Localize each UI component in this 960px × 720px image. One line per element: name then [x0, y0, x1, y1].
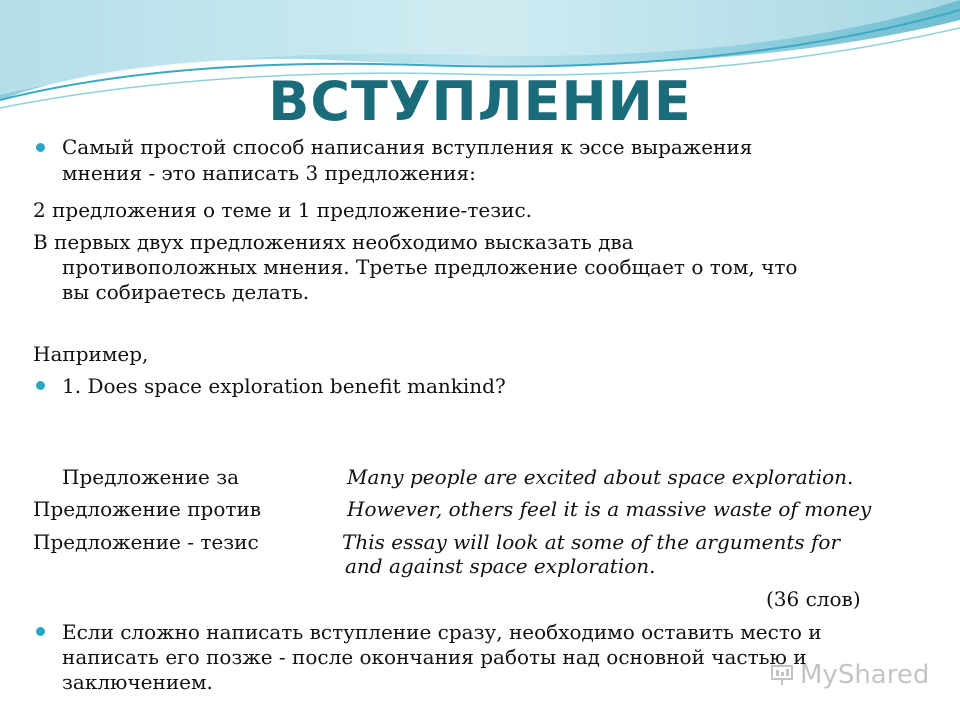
watermark: [770, 660, 929, 690]
watermark-text: MyShared: [800, 660, 930, 690]
para3-line3: вы собираетесь делать.: [62, 280, 310, 304]
bullet3-line1: Если сложно написать вступление сразу, необходимо оставить место и: [62, 620, 822, 644]
bullet-marker: [36, 627, 45, 636]
word-count: (36 слов): [766, 587, 861, 611]
row-against-text: However, others feel it is a massive waste of money: [347, 497, 872, 521]
bullet1-line2: мнения - это написать 3 предложения:: [62, 161, 476, 185]
example-label: Например,: [33, 342, 149, 366]
row-for-label: Предложение за: [62, 465, 240, 489]
bullet-marker: [36, 381, 45, 390]
bullet3-line2: написать его позже - после окончания работы над основной частью и: [62, 645, 807, 669]
para3-line1: В первых двух предложениях необходимо высказать два: [33, 230, 634, 254]
bullet-marker: [36, 143, 45, 152]
paragraph-2: 2 предложения о теме и 1 предложение-тезис.: [33, 198, 533, 222]
bullet1-line1: Самый простой способ написания вступления к эссе выражения: [62, 135, 753, 159]
para3-line2: противоположных мнения. Третье предложение сообщает о том, что: [62, 255, 798, 279]
row-thesis-text1: This essay will look at some of the arguments for: [342, 530, 841, 554]
row-against-label: Предложение против: [33, 497, 262, 521]
presentation-icon: [770, 663, 794, 687]
row-for-text: Many people are excited about space exploration.: [347, 465, 854, 489]
bullet3-line3: заключением.: [62, 670, 213, 694]
row-thesis-text2: and against space exploration.: [345, 554, 656, 578]
slide-title: ВСТУПЛЕНИЕ: [268, 70, 692, 133]
example-question: 1. Does space exploration benefit mankind?: [62, 374, 506, 398]
row-thesis-label: Предложение - тезис: [33, 530, 259, 554]
